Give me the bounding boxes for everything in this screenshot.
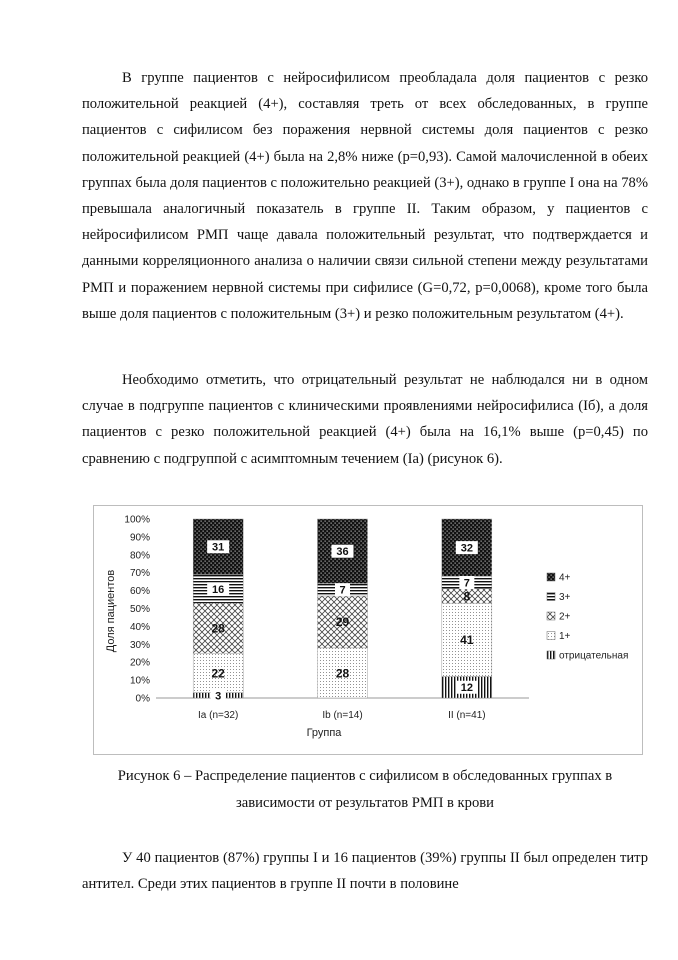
- y-tick-label: 70%: [129, 568, 150, 580]
- y-tick-label: 60%: [129, 586, 150, 598]
- x-axis-title: Группа: [306, 727, 342, 739]
- stacked-bar-chart: [94, 506, 644, 756]
- y-tick-label: 90%: [129, 532, 150, 544]
- legend-label: отрицательная: [559, 650, 629, 662]
- data-label: 36: [336, 546, 349, 559]
- x-tick-label: II (n=41): [448, 710, 486, 721]
- data-label: 16: [212, 583, 225, 596]
- legend-swatch: [547, 632, 555, 640]
- legend-label: 2+: [559, 611, 571, 623]
- legend-swatch: [547, 651, 555, 659]
- y-tick-label: 30%: [129, 639, 150, 651]
- data-label: 12: [460, 682, 473, 695]
- y-axis-title: Доля пациентов: [105, 569, 117, 653]
- data-label: 7: [339, 584, 346, 597]
- legend-label: 3+: [559, 592, 571, 603]
- figure-6-chart: [93, 505, 643, 755]
- x-tick-label: Ib (n=14): [322, 710, 363, 721]
- caption-line-1: Рисунок 6 – Распределение пациентов с сифилисом в обследованных группах в: [117, 768, 613, 784]
- data-label: 29: [335, 615, 350, 630]
- body-paragraph-3: У 40 пациентов (87%) группы I и 16 пациентов (39%) группы II был определен титр антител. Среди этих пациентов в группе II почти в половине: [82, 850, 648, 893]
- figure-caption: [82, 763, 648, 817]
- data-label: 3: [215, 690, 222, 703]
- body-paragraph-1: В группе пациентов с нейросифилисом преобладала доля пациентов с резко положительной реакцией (4+), составляя треть от всех обследованных, в группе пациентов с сифилисом без поражения нервной системы доля пациентов с резко положительной реакцией (4+) была на 2,8% ниже (р=0,93). Самой малочисленной в обеих группах была доля пациентов с положительно реакцией (3+), однако в группе I она на 78% превышала аналогичный показатель в группе II. Таким образом, у пациентов с нейросифилисом РМП чаще давала положительный результат, что подтверждается и данными корреляционного анализа о наличии связи сильной степени между результатами РМП и поражением нервной системы при сифилисе (G=0,72, р=0,0068), кроме того была выше доля пациентов с положительным (3+) и резко положительным результатом (4+).: [82, 70, 648, 322]
- legend-label: 1+: [559, 631, 571, 642]
- data-label: 32: [460, 542, 473, 555]
- legend-label: 4+: [559, 572, 571, 584]
- y-tick-label: 10%: [129, 675, 150, 687]
- y-tick-label: 80%: [129, 550, 150, 562]
- data-label: 31: [212, 541, 225, 554]
- body-paragraph-2: Необходимо отметить, что отрицательный результат не наблюдался ни в одном случае в подгруппе пациентов с клиническими проявлениями нейросифилиса (Iб), а доля пациентов с резко положительной реакцией (4+) была на 16,1% выше (р=0,45) по сравнению с подгруппой с асимптомным течением (Iа) (рисунок 6).: [82, 372, 648, 467]
- y-tick-label: 100%: [124, 514, 150, 526]
- data-label: 28: [211, 621, 225, 636]
- data-label: 7: [463, 577, 470, 590]
- data-label: 41: [460, 633, 474, 648]
- caption-line-2: зависимости от результатов РМП в крови: [236, 795, 494, 811]
- y-tick-label: 0%: [135, 693, 150, 705]
- y-tick-label: 20%: [129, 657, 150, 669]
- legend-swatch: [547, 612, 555, 620]
- data-label: 28: [335, 666, 350, 681]
- y-tick-label: 50%: [129, 604, 150, 615]
- y-tick-label: 40%: [129, 621, 150, 633]
- x-tick-label: Ia (n=32): [198, 710, 239, 721]
- legend-swatch: [547, 573, 555, 581]
- data-label: 8: [463, 589, 471, 604]
- data-label: 22: [211, 666, 225, 681]
- legend-swatch: [547, 593, 555, 601]
